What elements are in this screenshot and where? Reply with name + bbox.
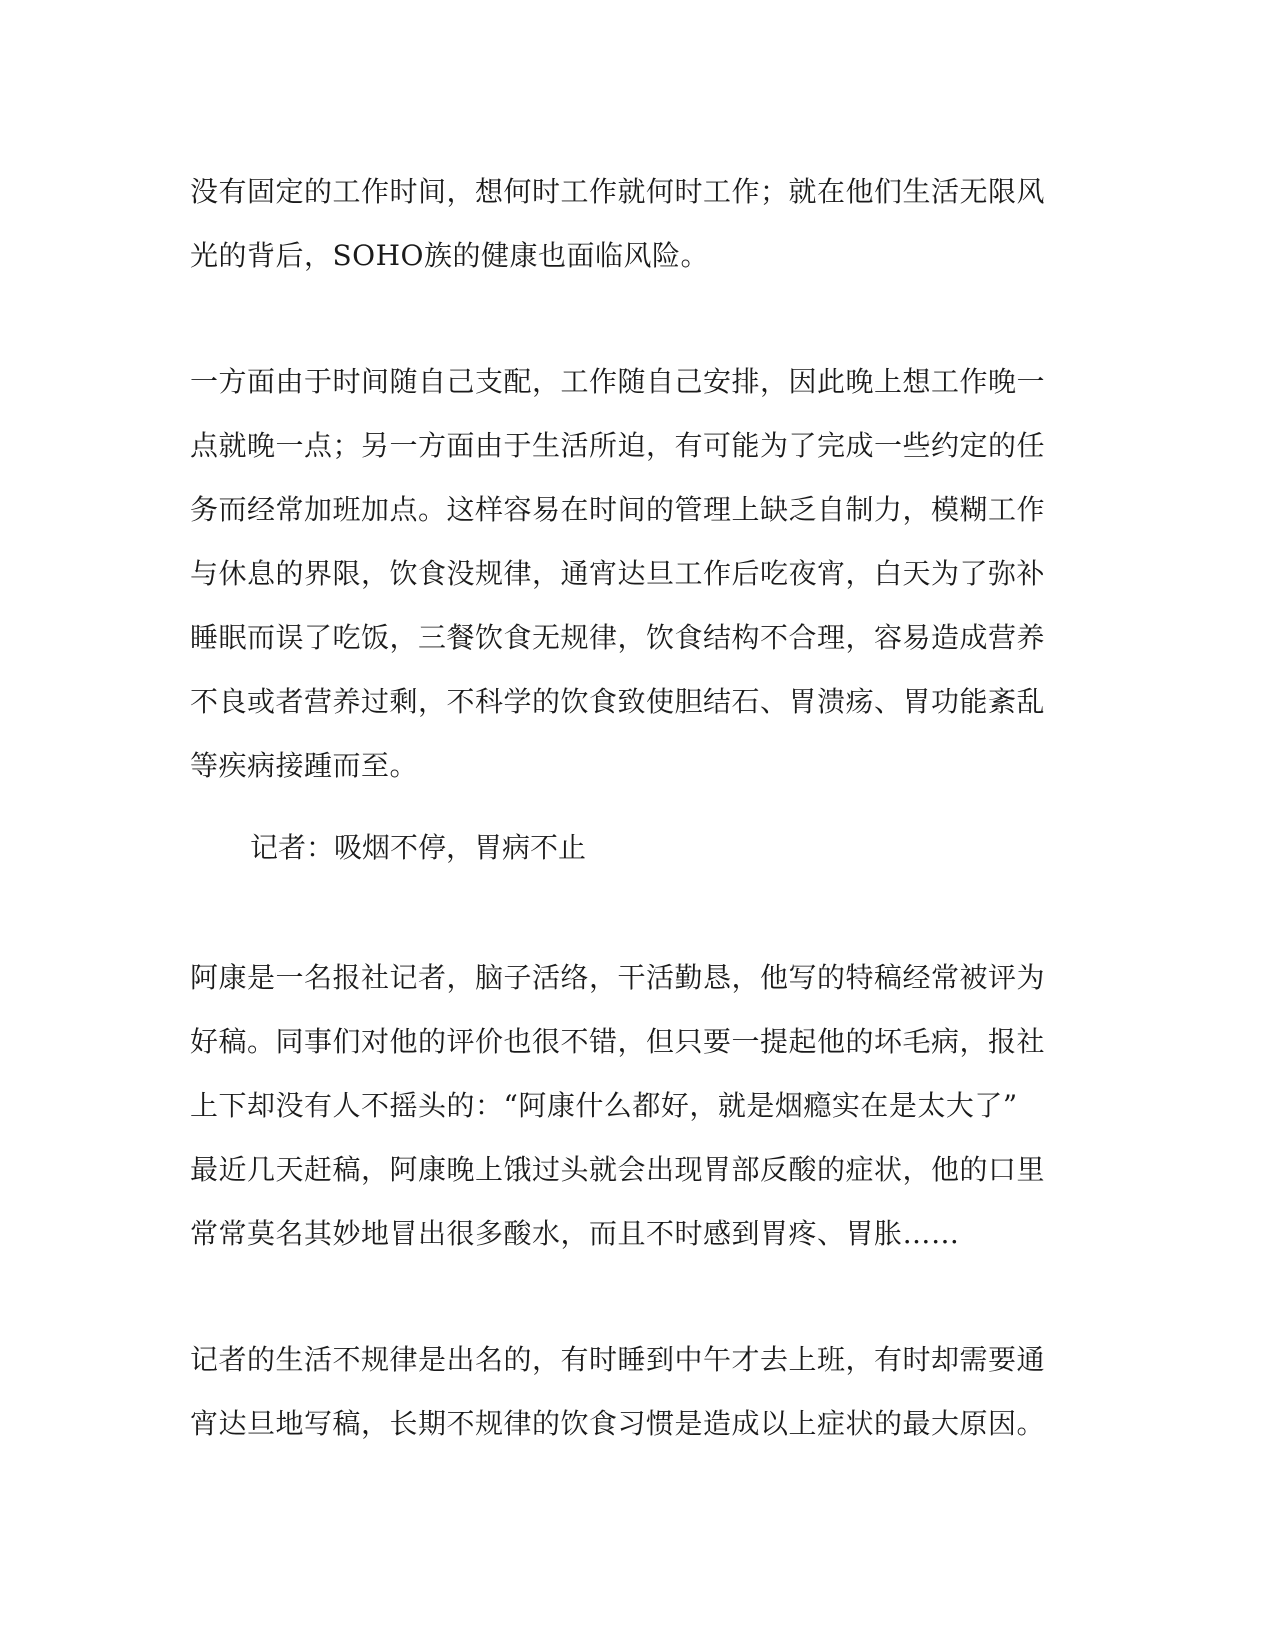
text-line: 阿康是一名报社记者，脑子活络，干活勤恳，他写的特稿经常被评为 (190, 961, 1046, 994)
paragraph-reporter-story (190, 946, 1070, 1266)
text-line: 务而经常加班加点。这样容易在时间的管理上缺乏自制力，模糊工作 (190, 493, 1046, 526)
paragraph-soho-risks (190, 350, 1070, 798)
text-line: 睡眠而误了吃饭，三餐饮食无规律，饮食结构不合理，容易造成营养 (190, 621, 1046, 654)
text-line: 一方面由于时间随自己支配，工作随自己安排，因此晚上想工作晚一 (190, 365, 1046, 398)
text-line: 宵达旦地写稿，长期不规律的饮食习惯是造成以上症状的最大原因。 (190, 1407, 1046, 1440)
text-line: 不良或者营养过剩，不科学的饮食致使胆结石、胃溃疡、胃功能紊乱 (190, 685, 1046, 718)
text-line: 常常莫名其妙地冒出很多酸水，而且不时感到胃疼、胃胀…… (190, 1217, 960, 1250)
text-line: 与休息的界限，饮食没规律，通宵达旦工作后吃夜宵，白天为了弥补 (190, 557, 1046, 590)
text-line: 没有固定的工作时间，想何时工作就何时工作；就在他们生活无限风 (190, 175, 1046, 208)
paragraph-reporter-cause (190, 1328, 1070, 1456)
section-heading: 记者：吸烟不停，胃病不止 (250, 831, 587, 864)
text-line: 好稿。同事们对他的评价也很不错，但只要一提起他的坏毛病，报社 (190, 1025, 1046, 1058)
text-line: 光的背后，SOHO族的健康也面临风险。 (190, 239, 710, 272)
text-line: 上下却没有人不摇头的：“阿康什么都好，就是烟瘾实在是太大了” (190, 1089, 1018, 1122)
text-line: 等疾病接踵而至。 (190, 749, 419, 782)
text-line: 记者的生活不规律是出名的，有时睡到中午才去上班，有时却需要通 (190, 1343, 1046, 1376)
paragraph-soho-intro (190, 160, 1070, 288)
text-line: 最近几天赶稿，阿康晚上饿过头就会出现胃部反酸的症状，他的口里 (190, 1153, 1046, 1186)
text-line: 点就晚一点；另一方面由于生活所迫，有可能为了完成一些约定的任 (190, 429, 1046, 462)
